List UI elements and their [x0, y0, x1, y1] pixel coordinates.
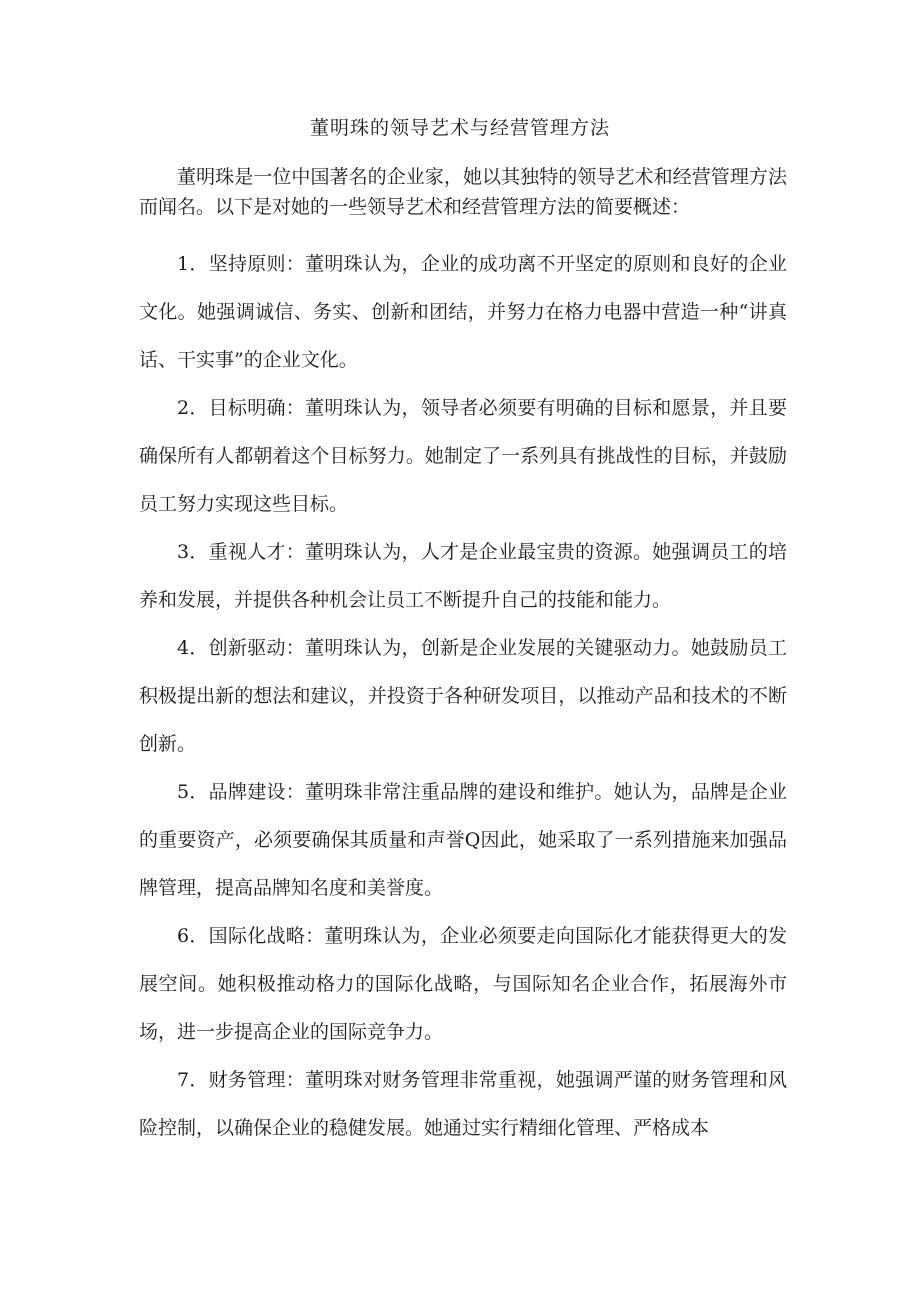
list-item-7: 7．财务管理：董明珠对财务管理非常重视，她强调严谨的财务管理和风险控制，以确保企业的稳健发展。她通过实行精细化管理、严格成本 — [139, 1069, 787, 1139]
list-item-4: 4．创新驱动：董明珠认为，创新是企业发展的关键驱动力。她鼓励员工积极提出新的想法和建议，并投资于各种研发项目，以推动产品和技术的不断创新。 — [139, 637, 787, 755]
document-title: 董明珠的领导艺术与经营管理方法 — [309, 117, 610, 139]
list-item-2: 2．目标明确：董明珠认为，领导者必须要有明确的目标和愿景，并且要确保所有人都朝着这个目标努力。她制定了一系列具有挑战性的目标，并鼓励员工努力实现这些目标。 — [139, 397, 787, 515]
intro-paragraph: 董明珠是一位中国著名的企业家，她以其独特的领导艺术和经营管理方法而闻名。以下是对她的一些领导艺术和经营管理方法的简要概述： — [139, 166, 787, 218]
document-body — [139, 162, 787, 1152]
list-item-1: 1．坚持原则：董明珠认为，企业的成功离不开坚定的原则和良好的企业文化。她强调诚信、务实、创新和团结，并努力在格力电器中营造一种“讲真话、干实事”的企业文化。 — [139, 253, 787, 371]
list-item-6: 6．国际化战略：董明珠认为，企业必须要走向国际化才能获得更大的发展空间。她积极推动格力的国际化战略，与国际知名企业合作，拓展海外市场，进一步提高企业的国际竞争力。 — [139, 925, 787, 1043]
list-item-5: 5．品牌建设：董明珠非常注重品牌的建设和维护。她认为，品牌是企业的重要资产，必须要确保其质量和声誉Q因此，她采取了一系列措施来加强品牌管理，提高品牌知名度和美誉度。 — [139, 781, 787, 899]
list-item-3: 3．重视人才：董明珠认为，人才是企业最宝贵的资源。她强调员工的培养和发展，并提供各种机会让员工不断提升自己的技能和能力。 — [139, 541, 787, 611]
